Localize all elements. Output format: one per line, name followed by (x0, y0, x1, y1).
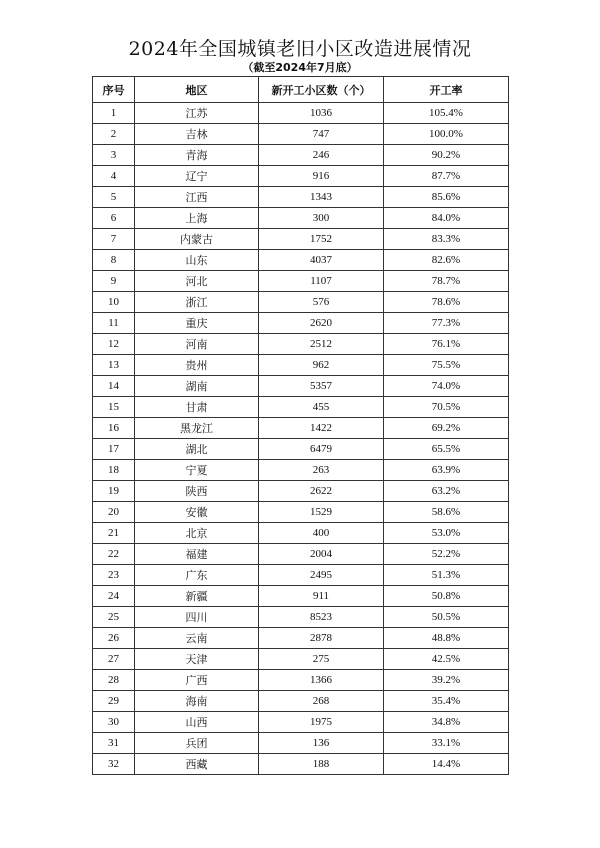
row-start-rate: 75.5% (384, 355, 509, 376)
row-index: 22 (93, 544, 135, 565)
header-index: 序号 (93, 77, 135, 103)
table-row (93, 124, 509, 145)
row-region: 福建 (135, 544, 259, 565)
row-region: 四川 (135, 607, 259, 628)
row-index: 15 (93, 397, 135, 418)
row-new-starts: 136 (259, 733, 384, 754)
row-new-starts: 2495 (259, 565, 384, 586)
row-new-starts: 188 (259, 754, 384, 775)
row-start-rate: 74.0% (384, 376, 509, 397)
header-region: 地区 (135, 77, 259, 103)
row-region: 甘肃 (135, 397, 259, 418)
row-index: 7 (93, 229, 135, 250)
row-index: 28 (93, 670, 135, 691)
row-region: 青海 (135, 145, 259, 166)
table-row (93, 313, 509, 334)
row-region: 山东 (135, 250, 259, 271)
row-new-starts: 1343 (259, 187, 384, 208)
progress-table (92, 76, 509, 775)
row-region: 新疆 (135, 586, 259, 607)
row-new-starts: 2004 (259, 544, 384, 565)
table-row (93, 166, 509, 187)
table-row (93, 691, 509, 712)
table-row (93, 145, 509, 166)
row-start-rate: 77.3% (384, 313, 509, 334)
row-region: 河北 (135, 271, 259, 292)
row-index: 4 (93, 166, 135, 187)
row-new-starts: 1107 (259, 271, 384, 292)
header-new-starts: 新开工小区数（个） (259, 77, 384, 103)
row-new-starts: 275 (259, 649, 384, 670)
header-row (93, 77, 509, 103)
row-index: 11 (93, 313, 135, 334)
row-index: 23 (93, 565, 135, 586)
table-row (93, 397, 509, 418)
row-start-rate: 14.4% (384, 754, 509, 775)
row-start-rate: 42.5% (384, 649, 509, 670)
row-index: 18 (93, 460, 135, 481)
row-start-rate: 33.1% (384, 733, 509, 754)
table-header (93, 77, 509, 103)
row-start-rate: 65.5% (384, 439, 509, 460)
table-row (93, 481, 509, 502)
row-index: 19 (93, 481, 135, 502)
table-row (93, 187, 509, 208)
row-new-starts: 455 (259, 397, 384, 418)
table-row (93, 460, 509, 481)
row-new-starts: 246 (259, 145, 384, 166)
row-start-rate: 58.6% (384, 502, 509, 523)
row-region: 贵州 (135, 355, 259, 376)
table-row (93, 607, 509, 628)
row-new-starts: 1422 (259, 418, 384, 439)
row-new-starts: 962 (259, 355, 384, 376)
row-new-starts: 4037 (259, 250, 384, 271)
row-new-starts: 2512 (259, 334, 384, 355)
row-start-rate: 100.0% (384, 124, 509, 145)
row-index: 21 (93, 523, 135, 544)
row-region: 安徽 (135, 502, 259, 523)
table-row (93, 649, 509, 670)
row-new-starts: 263 (259, 460, 384, 481)
row-region: 北京 (135, 523, 259, 544)
row-start-rate: 63.2% (384, 481, 509, 502)
row-start-rate: 50.5% (384, 607, 509, 628)
row-new-starts: 400 (259, 523, 384, 544)
table-row (93, 754, 509, 775)
row-region: 河南 (135, 334, 259, 355)
table-row (93, 418, 509, 439)
row-start-rate: 82.6% (384, 250, 509, 271)
document-title: 2024年全国城镇老旧小区改造进展情况 (128, 38, 472, 60)
row-new-starts: 8523 (259, 607, 384, 628)
table-row (93, 544, 509, 565)
row-new-starts: 300 (259, 208, 384, 229)
row-new-starts: 2620 (259, 313, 384, 334)
row-start-rate: 48.8% (384, 628, 509, 649)
table-row (93, 334, 509, 355)
row-start-rate: 76.1% (384, 334, 509, 355)
row-new-starts: 576 (259, 292, 384, 313)
row-start-rate: 83.3% (384, 229, 509, 250)
table-row (93, 439, 509, 460)
table-row (93, 565, 509, 586)
table-row (93, 355, 509, 376)
row-start-rate: 35.4% (384, 691, 509, 712)
row-region: 海南 (135, 691, 259, 712)
row-start-rate: 50.8% (384, 586, 509, 607)
table-row (93, 103, 509, 124)
row-index: 13 (93, 355, 135, 376)
row-start-rate: 84.0% (384, 208, 509, 229)
row-new-starts: 1366 (259, 670, 384, 691)
table-row (93, 229, 509, 250)
header-start-rate: 开工率 (384, 77, 509, 103)
row-region: 浙江 (135, 292, 259, 313)
row-region: 广东 (135, 565, 259, 586)
table-row (93, 376, 509, 397)
table-row (93, 250, 509, 271)
table-row (93, 733, 509, 754)
row-region: 江苏 (135, 103, 259, 124)
row-start-rate: 105.4% (384, 103, 509, 124)
row-new-starts: 747 (259, 124, 384, 145)
row-region: 陕西 (135, 481, 259, 502)
row-region: 兵团 (135, 733, 259, 754)
row-region: 重庆 (135, 313, 259, 334)
row-start-rate: 34.8% (384, 712, 509, 733)
row-region: 湖南 (135, 376, 259, 397)
row-index: 17 (93, 439, 135, 460)
row-region: 黑龙江 (135, 418, 259, 439)
row-start-rate: 85.6% (384, 187, 509, 208)
table-row (93, 292, 509, 313)
row-new-starts: 1036 (259, 103, 384, 124)
row-index: 24 (93, 586, 135, 607)
row-new-starts: 2622 (259, 481, 384, 502)
row-new-starts: 268 (259, 691, 384, 712)
table-body (93, 103, 509, 775)
row-index: 29 (93, 691, 135, 712)
table-row (93, 586, 509, 607)
row-index: 2 (93, 124, 135, 145)
row-region: 山西 (135, 712, 259, 733)
row-region: 上海 (135, 208, 259, 229)
row-start-rate: 78.7% (384, 271, 509, 292)
row-index: 26 (93, 628, 135, 649)
row-index: 8 (93, 250, 135, 271)
row-index: 20 (93, 502, 135, 523)
row-start-rate: 90.2% (384, 145, 509, 166)
row-start-rate: 78.6% (384, 292, 509, 313)
row-new-starts: 911 (259, 586, 384, 607)
row-start-rate: 53.0% (384, 523, 509, 544)
row-index: 1 (93, 103, 135, 124)
row-index: 14 (93, 376, 135, 397)
row-new-starts: 6479 (259, 439, 384, 460)
row-start-rate: 69.2% (384, 418, 509, 439)
row-index: 9 (93, 271, 135, 292)
table-row (93, 628, 509, 649)
table-row (93, 271, 509, 292)
row-new-starts: 1975 (259, 712, 384, 733)
table-row (93, 208, 509, 229)
row-region: 宁夏 (135, 460, 259, 481)
row-index: 6 (93, 208, 135, 229)
row-region: 辽宁 (135, 166, 259, 187)
row-start-rate: 51.3% (384, 565, 509, 586)
row-region: 吉林 (135, 124, 259, 145)
row-start-rate: 39.2% (384, 670, 509, 691)
row-start-rate: 52.2% (384, 544, 509, 565)
table-row (93, 670, 509, 691)
row-index: 5 (93, 187, 135, 208)
row-new-starts: 1529 (259, 502, 384, 523)
row-index: 27 (93, 649, 135, 670)
row-region: 云南 (135, 628, 259, 649)
row-region: 湖北 (135, 439, 259, 460)
row-region: 内蒙古 (135, 229, 259, 250)
row-start-rate: 63.9% (384, 460, 509, 481)
row-new-starts: 2878 (259, 628, 384, 649)
row-start-rate: 70.5% (384, 397, 509, 418)
row-new-starts: 916 (259, 166, 384, 187)
table-row (93, 523, 509, 544)
row-index: 3 (93, 145, 135, 166)
row-index: 16 (93, 418, 135, 439)
row-start-rate: 87.7% (384, 166, 509, 187)
row-region: 西藏 (135, 754, 259, 775)
row-new-starts: 5357 (259, 376, 384, 397)
row-region: 广西 (135, 670, 259, 691)
row-index: 30 (93, 712, 135, 733)
row-region: 天津 (135, 649, 259, 670)
row-index: 12 (93, 334, 135, 355)
row-index: 31 (93, 733, 135, 754)
row-new-starts: 1752 (259, 229, 384, 250)
row-region: 江西 (135, 187, 259, 208)
table-row (93, 502, 509, 523)
row-index: 25 (93, 607, 135, 628)
row-index: 10 (93, 292, 135, 313)
document-subtitle: （截至2024年7月底） (242, 61, 358, 74)
row-index: 32 (93, 754, 135, 775)
table-row (93, 712, 509, 733)
